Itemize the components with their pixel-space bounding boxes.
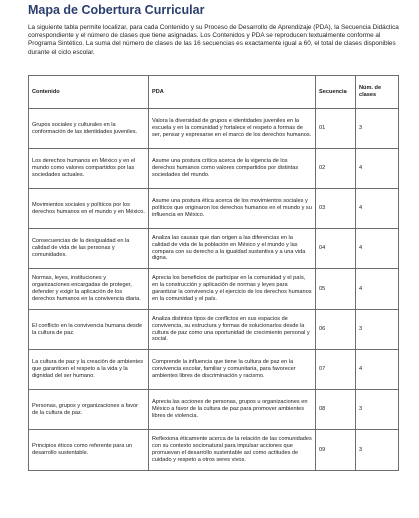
header-num-clases: Núm. de clases: [356, 76, 399, 109]
header-secuencia: Secuencia: [316, 76, 356, 109]
header-contenido: Contenido: [29, 76, 149, 109]
cell-pda: Reflexiona éticamente acerca de la relación de las comunidades con su contexto socionatural para impulsar acciones que promuevan el desarrollo sustentable así como actitudes de cuidado y respeto a otros seres vivos.: [149, 430, 316, 471]
cell-clases: 3: [356, 390, 399, 430]
cell-pda: Analiza las causas que dan origen a las diferencias en la calidad de vida de la población en México y el mundo y las compara con su derecho a la igualdad sustantiva y a una vida digna.: [149, 229, 316, 269]
table-row: [29, 310, 399, 350]
table-row: [29, 109, 399, 149]
cell-secuencia: 07: [316, 350, 356, 390]
table-row: [29, 149, 399, 189]
table-row: [29, 189, 399, 229]
cell-clases: 4: [356, 229, 399, 269]
cell-pda: Analiza distintos tipos de conflictos en sus espacios de convivencia, su estructura y formas de solucionarlos desde la cultura de paz como una oportunidad de crecimiento personal y social.: [149, 310, 316, 350]
cell-contenido: Normas, leyes, instituciones y organizaciones encargadas de proteger, defender y exigir la aplicación de los derechos humanos en la convivencia diaria.: [29, 269, 149, 310]
cell-contenido: Principios éticos como referente para un desarrollo sustentable.: [29, 430, 149, 471]
cell-secuencia: 02: [316, 149, 356, 189]
cell-clases: 3: [356, 430, 399, 471]
cell-secuencia: 09: [316, 430, 356, 471]
cell-clases: 4: [356, 269, 399, 310]
cell-pda: Asume una postura crítica acerca de la vigencia de los derechos humanos como valores compartidos por distintas sociedades del mundo.: [149, 149, 316, 189]
cell-contenido: Consecuencias de la desigualdad en la calidad de vida de las personas y comunidades.: [29, 229, 149, 269]
cell-clases: 3: [356, 310, 399, 350]
cell-contenido: Movimientos sociales y políticos por los derechos humanos en el mundo y en México.: [29, 189, 149, 229]
cell-pda: Comprende la influencia que tiene la cultura de paz en la convivencia escolar, familiar y comunitaria, para favorecer ambientes libres de discriminación y racismo.: [149, 350, 316, 390]
cell-clases: 4: [356, 149, 399, 189]
page-title: Mapa de Cobertura Curricular: [28, 3, 205, 17]
cell-secuencia: 01: [316, 109, 356, 149]
cell-contenido: Los derechos humanos en México y en el mundo como valores compartidos por las sociedades actuales.: [29, 149, 149, 189]
header-pda: PDA: [149, 76, 316, 109]
table-header-row: [29, 76, 399, 109]
table-row: [29, 269, 399, 310]
cell-pda: Aprecia las acciones de personas, grupos u organizaciones en México a favor de la cultura de paz para promover ambientes libres de violencia.: [149, 390, 316, 430]
cell-secuencia: 06: [316, 310, 356, 350]
table-row: [29, 430, 399, 471]
cell-clases: 3: [356, 109, 399, 149]
cell-secuencia: 04: [316, 229, 356, 269]
table-row: [29, 390, 399, 430]
table-row: [29, 229, 399, 269]
cell-secuencia: 05: [316, 269, 356, 310]
intro-paragraph: La siguiente tabla permite localizar, para cada Contenido y su Proceso de Desarrollo de Aprendizaje (PDA), la Secuencia Didáctica correspondiente y el número de clases que tiene asignadas. Los Contenidos y PDA se reproducen textualmente conforme al Programa Sintético. La suma del número de clases de las 16 secuencias es exactamente igual a 60, el total de clases disponibles durante el ciclo escolar.: [28, 24, 399, 56]
cell-contenido: El conflicto en la convivencia humana desde la cultura de paz.: [29, 310, 149, 350]
cell-clases: 4: [356, 350, 399, 390]
cell-contenido: Personas, grupos y organizaciones a favor de la cultura de paz.: [29, 390, 149, 430]
cell-secuencia: 03: [316, 189, 356, 229]
coverage-table: [28, 75, 399, 471]
cell-pda: Valora la diversidad de grupos e identidades juveniles en la escuela y en la comunidad y fortalece el respeto a formas de ser, pensar y expresarse en el marco de los derechos humanos.: [149, 109, 316, 149]
cell-contenido: Grupos sociales y culturales en la conformación de las identidades juveniles.: [29, 109, 149, 149]
cell-clases: 4: [356, 189, 399, 229]
cell-pda: Aprecia los beneficios de participar en la comunidad y el país, en la construcción y aplicación de normas y leyes para garantizar la convivencia y el ejercicio de los derechos humanos en la comunidad y el país.: [149, 269, 316, 310]
cell-pda: Asume una postura ética acerca de los movimientos sociales y políticos que originaron los derechos humanos en el mundo y su influencia en México.: [149, 189, 316, 229]
cell-secuencia: 08: [316, 390, 356, 430]
cell-contenido: La cultura de paz y la creación de ambientes que garanticen el respeto a la vida y la dignidad del ser humano.: [29, 350, 149, 390]
table-row: [29, 350, 399, 390]
